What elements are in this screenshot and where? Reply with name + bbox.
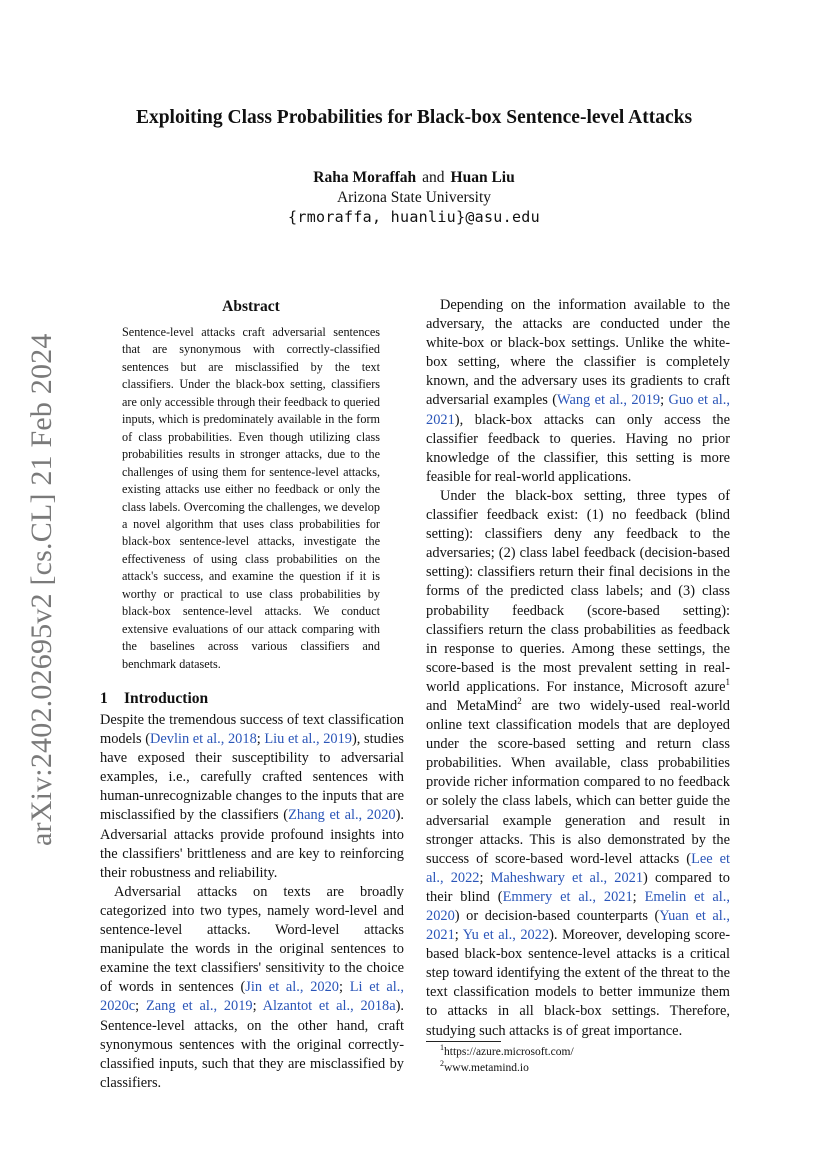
footnote-ref[interactable]: 1 bbox=[725, 677, 730, 688]
text-run: ). Adversarial attacks provide profound insights into the classifiers' brittleness and are key to reinforcing their robustness and reliability. bbox=[100, 807, 404, 881]
paragraph bbox=[100, 883, 404, 1093]
footnote-mark: 1 bbox=[440, 1043, 444, 1053]
left-column-body bbox=[100, 711, 404, 1093]
right-column-body bbox=[426, 296, 730, 1041]
paragraph bbox=[426, 487, 730, 1041]
citation-link[interactable]: Alzantot et al., 2018a bbox=[262, 998, 396, 1015]
text-run: ), studies have exposed their susceptibility to adversarial examples, i.e., carefully crafted sentences with human-unrecognizable changes to the inputs that are misclassified by the classifiers ( bbox=[100, 731, 404, 824]
text-run: ; bbox=[256, 731, 265, 748]
author-email: {rmoraffa, huanliu}@asu.edu bbox=[288, 208, 540, 226]
text-run: ; bbox=[339, 979, 350, 996]
citation-link[interactable]: Jin et al., 2020 bbox=[245, 979, 340, 996]
footnote-divider bbox=[426, 1041, 501, 1042]
section-number: 1 bbox=[100, 690, 108, 707]
arxiv-identifier: arXiv:2402.02695v2 [cs.CL] 21 Feb 2024 bbox=[25, 333, 58, 846]
text-run: ). Sentence-level attacks, on the other hand, craft synonymous sentences with the original correctly-classified inputs, such that they are misclassified by classifiers. bbox=[100, 998, 404, 1091]
text-run: ; bbox=[454, 927, 463, 944]
text-run: ), black-box attacks can only access the classifier feedback to queries. Having no prior knowledge of the classifier, this setting is more feasible for real-world applications. bbox=[426, 411, 730, 485]
footnote-url[interactable]: www.metamind.io bbox=[444, 1062, 529, 1074]
citation-link[interactable]: Maheshwary et al., 2021 bbox=[490, 869, 644, 886]
abstract-heading: Abstract bbox=[222, 298, 280, 315]
text-run: Adversarial attacks on texts are broadly categorized into two types, namely word-level and sentence-level attacks. Word-level attacks manipulate the words in the original sentences to examine the text classifiers' sensitivity to the choice of words in sentences ( bbox=[100, 883, 404, 996]
footnote-ref[interactable]: 2 bbox=[517, 696, 522, 707]
author-affiliation: Arizona State University bbox=[336, 189, 492, 206]
citation-link[interactable]: Zhang et al., 2020 bbox=[288, 807, 396, 824]
footnotes bbox=[440, 1044, 740, 1076]
paper-title: Exploiting Class Probabilities for Black-box Sentence-level Attacks bbox=[135, 107, 693, 128]
citation-link[interactable]: Emelin et al., 2020 bbox=[426, 888, 730, 924]
citation-link[interactable]: Emmery et al., 2021 bbox=[502, 888, 633, 905]
citation-link[interactable]: Liu et al., 2019 bbox=[264, 731, 352, 748]
text-run: ; bbox=[660, 392, 669, 409]
footnote bbox=[440, 1044, 740, 1060]
citation-link[interactable]: Devlin et al., 2018 bbox=[149, 731, 257, 748]
footnote-mark: 2 bbox=[440, 1059, 444, 1069]
citation-link[interactable]: Lee et al., 2022 bbox=[426, 850, 730, 886]
paragraph bbox=[100, 711, 404, 883]
citation-link[interactable]: Yuan et al., 2021 bbox=[426, 908, 730, 944]
abstract-body: Sentence-level attacks craft adversarial sentences that are synonymous with correctly-classified sentences but are misclassified by the text classifiers. Under the black-box setting, classifiers are only accessible through their feedback to queried inputs, which is predominately available in the form of class probabilities. Even though utilizing class probabilities results in stronger attacks, due to the challenges of using them for sentence-level attacks, existing attacks use either no feedback or only the class labels. Overcoming the challenges, we develop a novel algorithm that uses class probabilities for black-box sentence-level attacks, investigate the effectiveness of using class probabilities on the attack's success, and examine the question if it is worthy or practical to use class probabilities by black-box sentence-level attacks. We conduct extensive evaluations of our attack comparing with the baselines across various classifiers and benchmark datasets. bbox=[122, 325, 380, 671]
author-name: Raha Moraffah bbox=[313, 169, 417, 186]
citation-link[interactable]: Wang et al., 2019 bbox=[557, 392, 661, 409]
section-heading-introduction bbox=[100, 689, 402, 709]
text-run: ; bbox=[135, 998, 146, 1015]
text-run: ) compared to their blind ( bbox=[426, 869, 730, 905]
text-run: ; bbox=[632, 888, 645, 905]
author-line bbox=[0, 168, 828, 188]
text-run: ) or decision-based counterparts ( bbox=[454, 908, 660, 924]
paragraph bbox=[426, 296, 730, 487]
citation-link[interactable]: Guo et al., 2021 bbox=[426, 392, 731, 428]
section-title: Introduction bbox=[124, 690, 209, 707]
author-conjunction: and bbox=[422, 169, 445, 186]
citation-link[interactable]: Yu et al., 2022 bbox=[462, 927, 550, 944]
text-run: and MetaMind bbox=[426, 697, 518, 714]
text-run: are two widely-used real-world online text classification models that are deployed under the score-based setting and return class probabilities. When available, class probabilities provide richer information compared to no feedback or solely the class labels, which can better guide the adversarial example generation and result in stronger attacks. This is also demonstrated by the success of score-based word-level attacks ( bbox=[426, 697, 730, 867]
text-run: Despite the tremendous success of text classification models ( bbox=[100, 712, 404, 748]
citation-link[interactable]: Zang et al., 2019 bbox=[145, 998, 253, 1015]
text-run: Under the black-box setting, three types of classifier feedback exist: (1) no feedback (blind setting): classifiers deny any feedback to the adversaries; (2) class label feedback (decision-based setting): classifiers return their final decisions in the forms of the predicted class labels; and (3) class probability feedback (score-based setting): classifiers return the class probabilities as feedback in response to queries. Among these settings, the score-based is the most prevalent setting in real-world applications. For instance, Microsoft azure bbox=[426, 487, 730, 695]
text-run: ; bbox=[479, 869, 491, 886]
footnote-url[interactable]: https://azure.microsoft.com/ bbox=[444, 1046, 574, 1058]
author-name: Huan Liu bbox=[450, 169, 515, 186]
text-run: ; bbox=[252, 998, 263, 1015]
text-run: Depending on the information available to the adversary, the attacks are conducted under the white-box or black-box settings. Unlike the white-box setting, where the classifier is completely known, and the adversary uses its gradients to craft adversarial examples ( bbox=[426, 297, 730, 409]
footnote bbox=[440, 1060, 740, 1076]
text-run: ). Moreover, developing score-based black-box sentence-level attacks is a critical step toward identifying the extent of the threat to the text classification models to better immunize them to attacks in all black-box settings. Therefore, studying such attacks is of great importance. bbox=[426, 927, 730, 1039]
citation-link[interactable]: Li et al., 2020c bbox=[100, 979, 404, 1015]
